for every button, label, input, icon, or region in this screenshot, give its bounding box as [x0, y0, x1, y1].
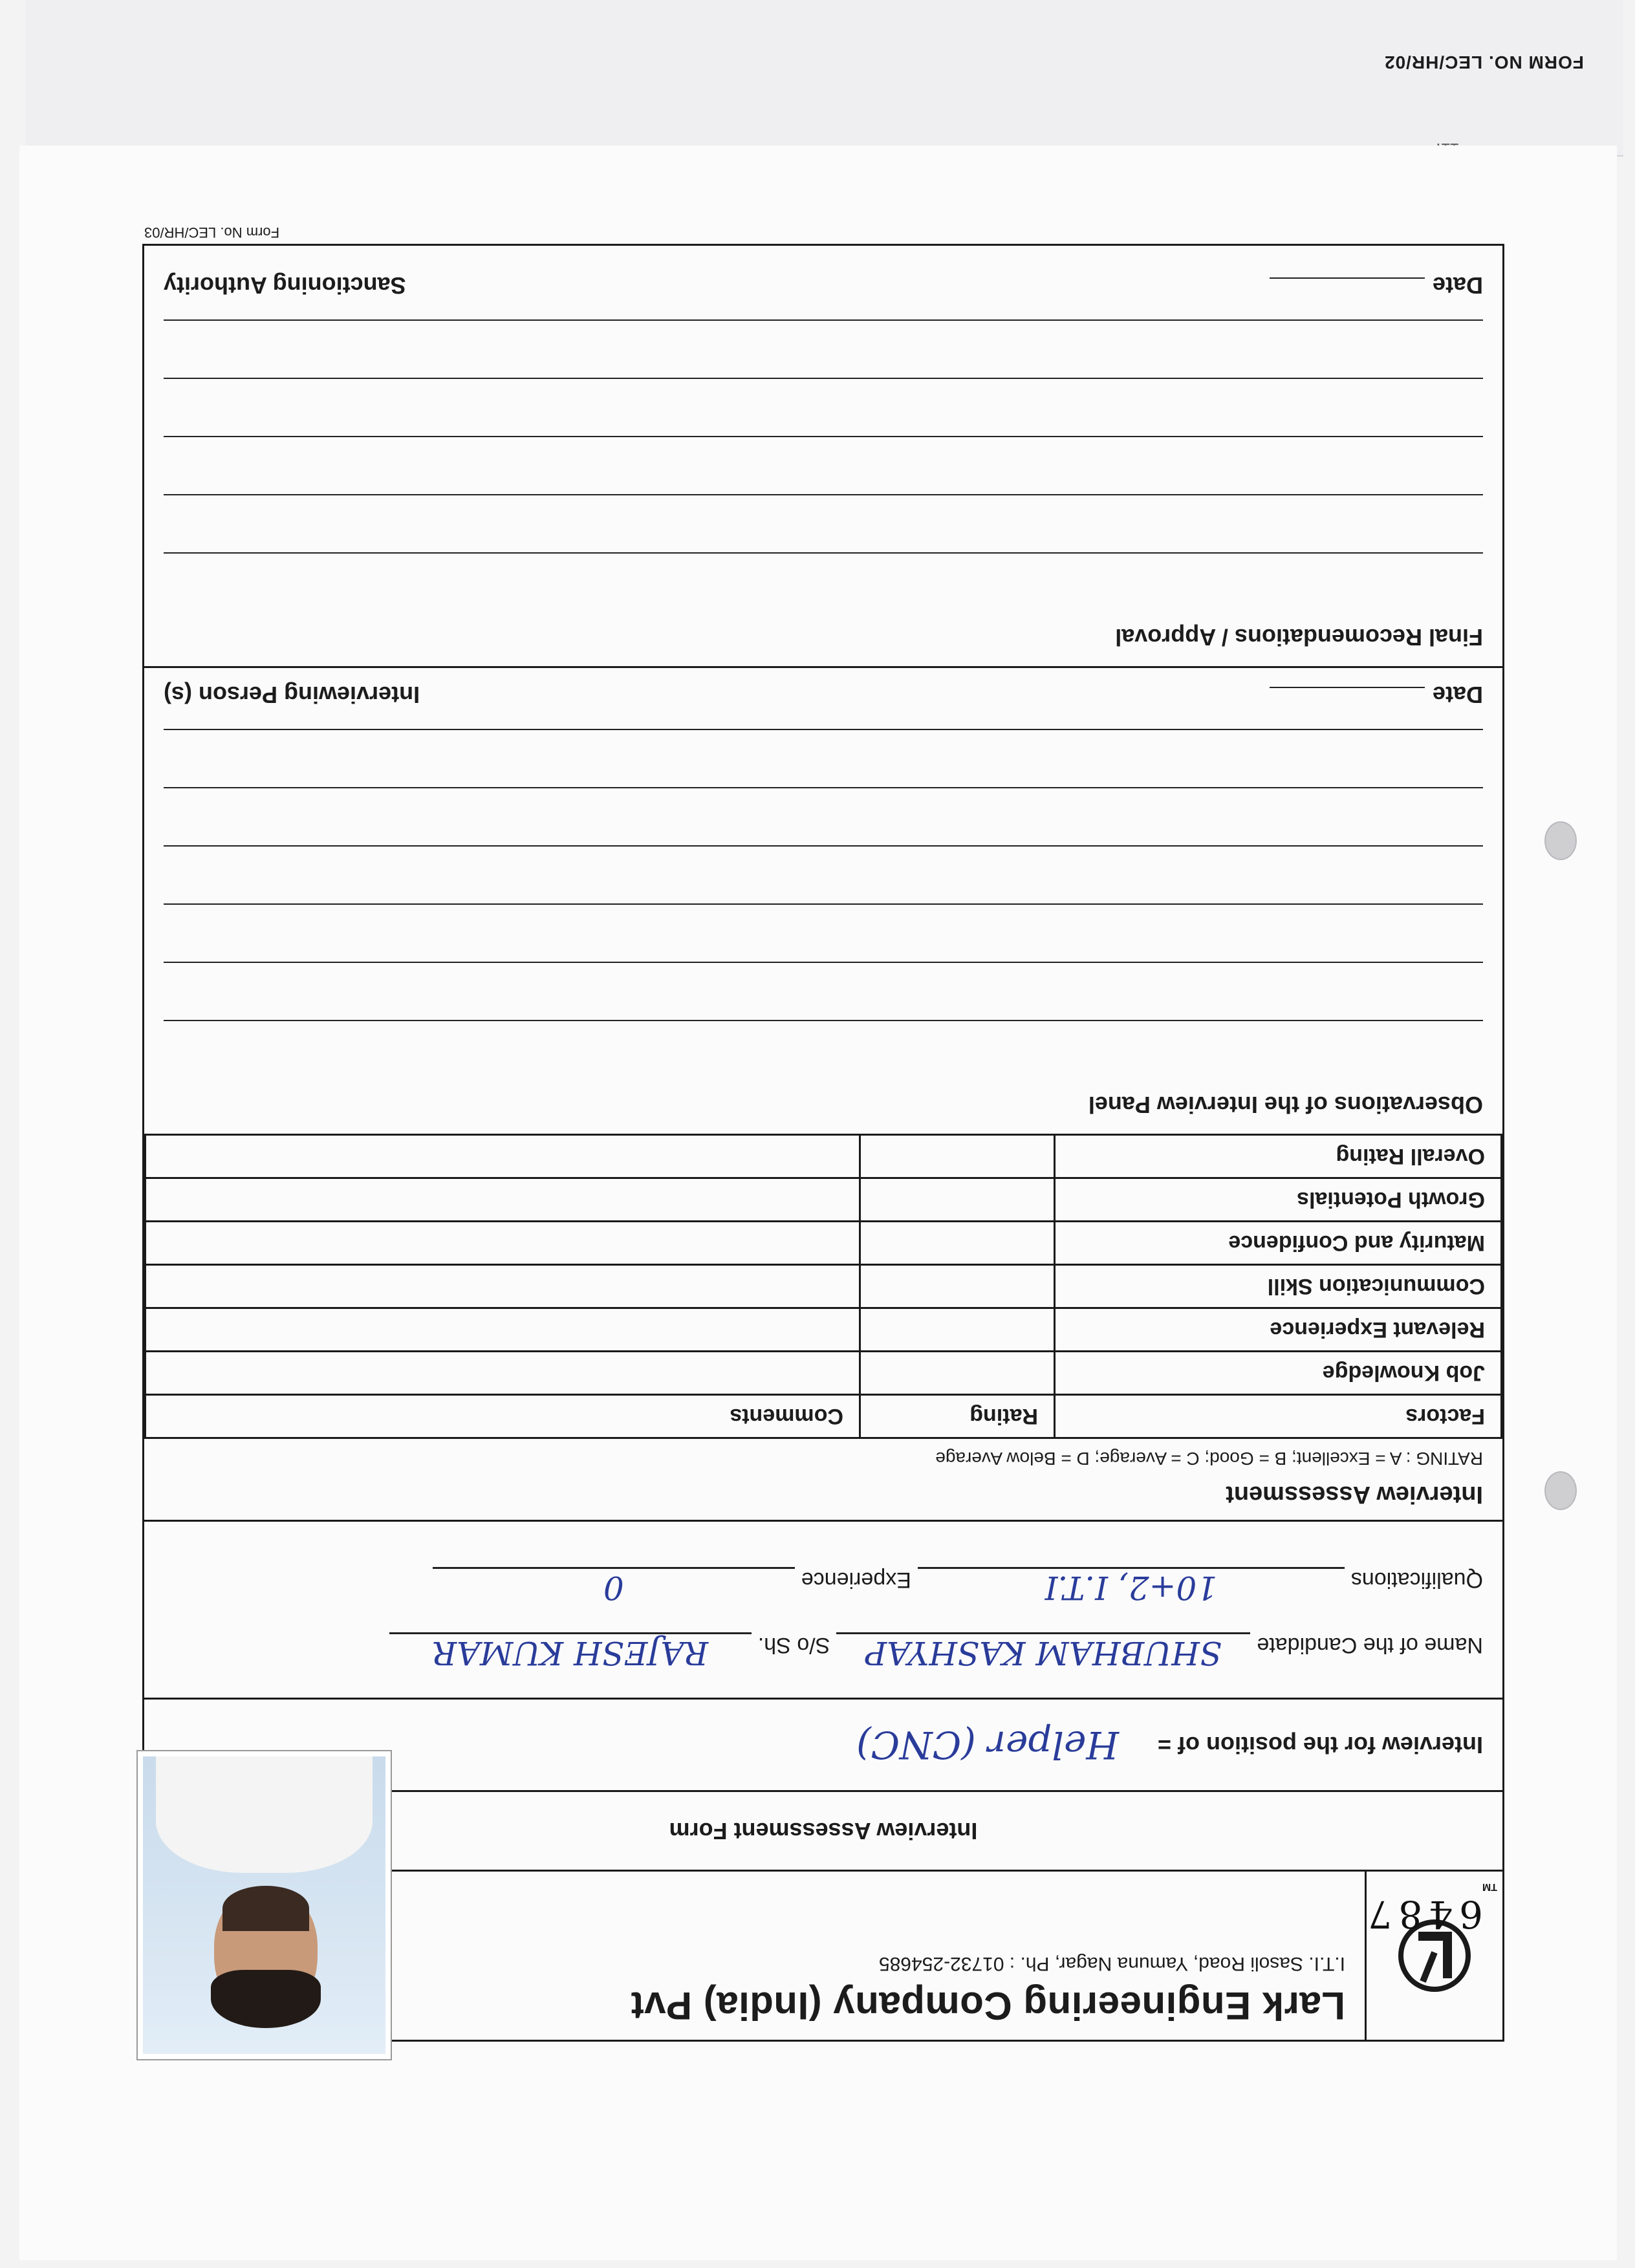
qualification-line: [164, 1567, 1483, 1606]
rating-cell[interactable]: [860, 1352, 1055, 1395]
candidate-photo: [138, 1751, 391, 2059]
final-section: [144, 246, 1502, 668]
table-row: [146, 1222, 1502, 1265]
experience-label: Experience: [801, 1568, 911, 1592]
interviewing-person-label: Interviewing Person (s): [164, 682, 420, 708]
table-row: [146, 1308, 1502, 1352]
candidate-name-field[interactable]: SHUBHAM KASHYAP: [836, 1632, 1250, 1672]
factor-label: Relevant Experience: [1055, 1308, 1502, 1352]
sanction-date: [1270, 272, 1483, 299]
date-field[interactable]: [1270, 277, 1425, 279]
observations-section: [144, 668, 1502, 1134]
form-title: Interview Assessment Form: [669, 1818, 978, 1844]
table-row: [146, 1135, 1502, 1178]
final-line[interactable]: [164, 378, 1483, 436]
form-code: Form No. LEC/HR/03: [144, 224, 280, 241]
rating-cell[interactable]: [860, 1135, 1055, 1178]
observation-line[interactable]: [164, 845, 1483, 903]
comments-cell[interactable]: [146, 1308, 860, 1352]
candidate-label: Name of the Candidate: [1257, 1633, 1483, 1658]
rating-header: Rating: [860, 1395, 1055, 1438]
qualifications-field[interactable]: 10+2, I.T.I: [918, 1567, 1345, 1606]
father-label: S/o Sh.: [757, 1633, 830, 1658]
factor-label: Overall Rating: [1055, 1135, 1502, 1178]
father-name-field[interactable]: RAJESH KUMAR: [389, 1632, 752, 1672]
candidate-line: [164, 1632, 1483, 1672]
factors-table: [144, 1134, 1502, 1439]
interviewer-sign-row: [164, 681, 1483, 708]
table-row: [146, 1265, 1502, 1308]
form-box: [142, 224, 1504, 2042]
factors-header: Factors: [1055, 1395, 1502, 1438]
observation-line[interactable]: [164, 1020, 1483, 1078]
candidate-section: [144, 1520, 1502, 1698]
comments-cell[interactable]: [146, 1178, 860, 1222]
rating-cell[interactable]: [860, 1178, 1055, 1222]
experience-field[interactable]: 0: [433, 1567, 795, 1606]
position-value[interactable]: Helper (CNC): [856, 1723, 1119, 1767]
factor-label: Growth Potentials: [1055, 1178, 1502, 1222]
assessment-section: [144, 1134, 1502, 1520]
rating-cell[interactable]: [860, 1308, 1055, 1352]
observation-line[interactable]: [164, 787, 1483, 845]
sanction-sign-row: [164, 272, 1483, 299]
date-label: Date: [1432, 272, 1483, 299]
handwritten-serial: 6487: [1361, 1892, 1483, 1936]
final-line[interactable]: [164, 319, 1483, 378]
factor-label: Job Knowledge: [1055, 1352, 1502, 1395]
factor-label: Communication Skill: [1055, 1265, 1502, 1308]
observations-title: Observations of the Interview Panel: [1088, 1092, 1483, 1118]
final-line[interactable]: [164, 552, 1483, 610]
rating-cell[interactable]: [860, 1222, 1055, 1265]
final-line[interactable]: [164, 494, 1483, 552]
trademark-mark: TM: [1482, 1881, 1497, 1892]
observation-line[interactable]: [164, 903, 1483, 962]
company-name: Lark Engineering Company (India) Pvt: [631, 1984, 1345, 2027]
company-address: I.T.I. Sasoli Road, Yamuna Nagar, Ph. : 01732-254685: [878, 1953, 1345, 1974]
interviewer-date: [1270, 681, 1483, 708]
final-line[interactable]: [164, 436, 1483, 494]
qualifications-label: Qualifications: [1350, 1568, 1483, 1592]
table-row: [146, 1178, 1502, 1222]
factor-label: Maturity and Confidence: [1055, 1222, 1502, 1265]
comments-cell[interactable]: [146, 1265, 860, 1308]
rating-key: RATING : A = Excellent; B = Good; C = Average; D = Below Average: [935, 1449, 1483, 1469]
comments-cell[interactable]: [146, 1352, 860, 1395]
sanctioning-authority-label: Sanctioning Authority: [164, 272, 406, 299]
table-row: [146, 1352, 1502, 1395]
comments-cell[interactable]: [146, 1222, 860, 1265]
observation-line[interactable]: [164, 729, 1483, 787]
final-title: Final Recomendations / Approval: [1115, 624, 1483, 651]
date-field[interactable]: [1270, 687, 1425, 688]
position-label: Interview for the position of =: [1157, 1732, 1483, 1758]
comments-cell[interactable]: [146, 1135, 860, 1178]
comments-header: Comments: [146, 1395, 860, 1438]
observation-line[interactable]: [164, 962, 1483, 1020]
date-label: Date: [1432, 682, 1483, 708]
assessment-title: Interview Assessment: [1226, 1481, 1483, 1508]
back-form-code: FORM NO. LEC/HR/02: [1384, 52, 1584, 72]
rating-cell[interactable]: [860, 1265, 1055, 1308]
